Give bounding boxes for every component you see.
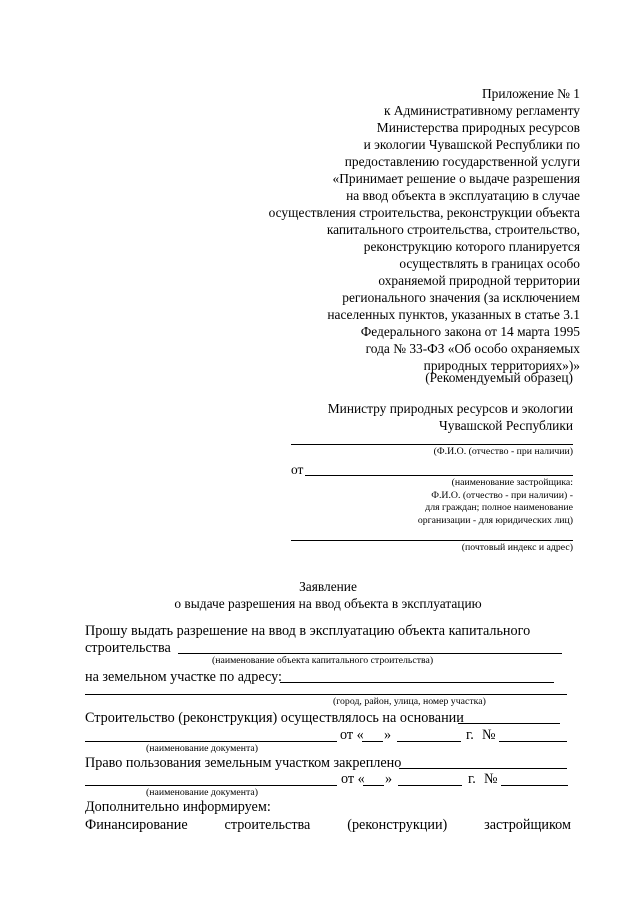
addressee-line: Министру природных ресурсов и экологии — [327, 401, 573, 416]
appendix-line: осуществления строительства, реконструкции объекта — [268, 205, 580, 220]
additional-info: Дополнительно информируем: — [85, 799, 271, 815]
financing-word: застройщиком — [484, 817, 571, 833]
appendix-line: Приложение № 1 — [481, 86, 580, 101]
sample-note: (Рекомендуемый образец) — [425, 370, 573, 385]
basis-label: Строительство (реконструкция) осуществлялось на основании — [85, 710, 464, 726]
appendix-line: Министерства природных ресурсов — [376, 120, 580, 135]
month-year-field[interactable] — [397, 741, 461, 742]
appendix-line: «Принимает решение о выдаче разрешения — [332, 171, 580, 186]
date-open: от « — [340, 727, 364, 743]
financing-line — [85, 818, 571, 832]
doc-caption: (наименование документа) — [146, 787, 258, 798]
day-field[interactable] — [363, 785, 384, 786]
doc-caption: (наименование документа) — [146, 743, 258, 754]
appendix-line: природных территориях»)» — [423, 358, 580, 373]
number-field[interactable] — [499, 741, 567, 742]
basis-line[interactable] — [458, 723, 560, 724]
appendix-line: реконструкцию которого планируется — [363, 239, 580, 254]
applicant-caption: для граждан; полное наименование — [425, 502, 573, 513]
applicant-caption: Ф.И.О. (отчество - при наличии) - — [431, 490, 573, 501]
number-mark: № — [482, 727, 496, 743]
month-year-field[interactable] — [398, 785, 462, 786]
land-address-label: на земельном участке по адресу: — [85, 669, 282, 685]
applicant-underline[interactable] — [305, 475, 573, 476]
appendix-line: регионального значения (за исключением — [342, 290, 580, 305]
date-close: » — [385, 771, 393, 787]
fio-caption: (Ф.И.О. (отчество - при наличии) — [433, 446, 573, 457]
appendix-line: года № 33-ФЗ «Об особо охраняемых — [365, 341, 580, 356]
year-mark: г. — [466, 727, 474, 743]
appendix-line: населенных пунктов, указанных в статье 3.1 — [327, 307, 580, 322]
object-name-line[interactable] — [178, 653, 562, 654]
number-field[interactable] — [501, 785, 568, 786]
document-title: Заявление — [299, 579, 357, 594]
financing-word: строительства — [224, 817, 311, 833]
financing-word: Финансирование — [85, 817, 188, 833]
request-text: Прошу выдать разрешение на ввод в эксплуатацию объекта капитального — [85, 623, 531, 639]
land-address-caption: (город, район, улица, номер участка) — [333, 696, 486, 707]
appendix-line: Федерального закона от 14 марта 1995 — [360, 324, 580, 339]
from-label: от — [291, 462, 304, 477]
number-mark: № — [484, 771, 498, 787]
date-open: от « — [341, 771, 365, 787]
applicant-caption: организации - для юридических лиц) — [417, 515, 573, 526]
land-right-label: Право пользования земельным участком закреплено — [85, 755, 402, 771]
appendix-line: на ввод объекта в эксплуатацию в случае — [346, 188, 580, 203]
appendix-line: предоставлению государственной услуги — [344, 154, 580, 169]
financing-word: (реконструкции) — [347, 817, 448, 833]
address-underline[interactable] — [291, 540, 573, 541]
appendix-line: охраняемой природной территории — [378, 273, 580, 288]
land-address-line[interactable] — [280, 682, 554, 683]
addressee-line: Чувашской Республики — [439, 418, 573, 433]
day-field[interactable] — [362, 741, 383, 742]
appendix-line: к Административному регламенту — [383, 103, 580, 118]
appendix-line: капитального строительства, строительство, — [326, 222, 580, 237]
request-text-cont: строительства — [85, 640, 171, 656]
date-close: » — [384, 727, 392, 743]
address-caption: (почтовый индекс и адрес) — [461, 542, 573, 553]
land-right-doc-line[interactable] — [85, 785, 337, 786]
fio-underline[interactable] — [291, 444, 573, 445]
document-subtitle: о выдаче разрешения на ввод объекта в эксплуатацию — [174, 596, 482, 611]
basis-doc-line[interactable] — [85, 741, 337, 742]
appendix-line: осуществлять в границах особо — [399, 256, 580, 271]
year-mark: г. — [468, 771, 476, 787]
land-address-line2[interactable] — [85, 694, 567, 695]
land-right-line[interactable] — [399, 768, 567, 769]
object-caption: (наименование объекта капитального строительства) — [212, 655, 434, 666]
appendix-line: и экологии Чувашской Республики по — [363, 137, 580, 152]
applicant-caption: (наименование застройщика: — [451, 477, 573, 488]
